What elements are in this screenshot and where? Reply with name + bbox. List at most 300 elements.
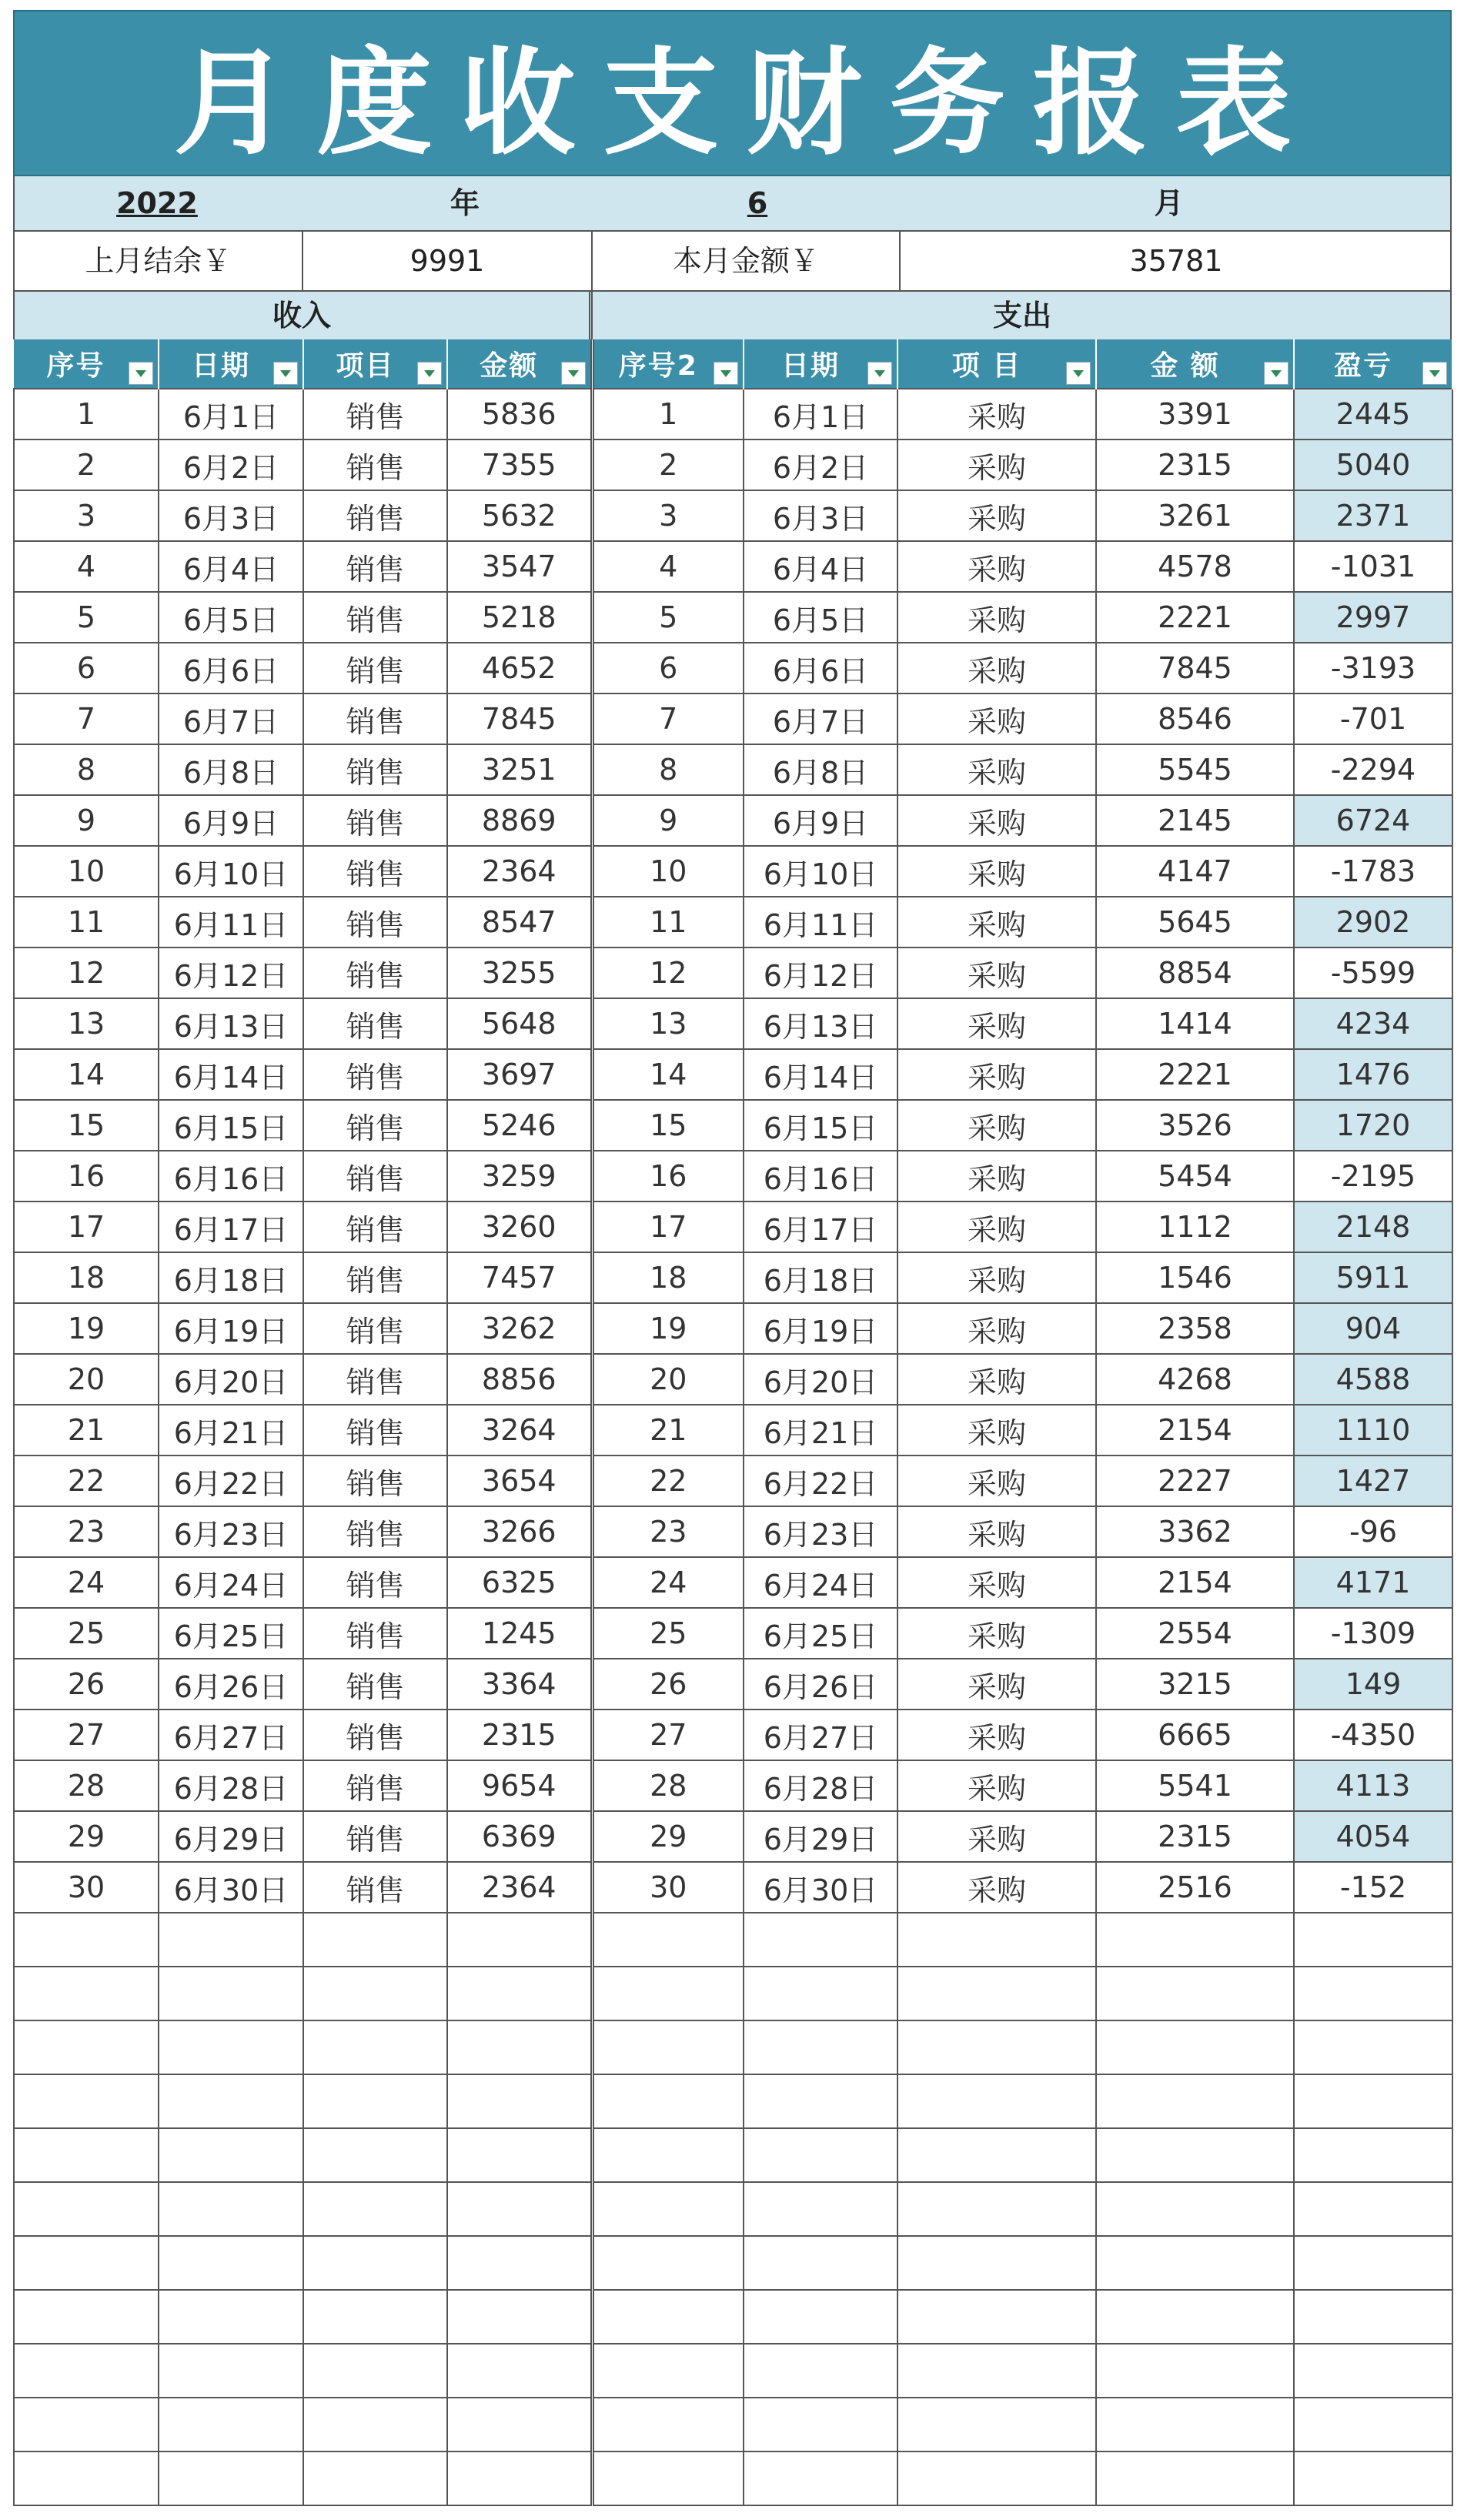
empty-cell[interactable] (1294, 1913, 1452, 1967)
date-cell[interactable]: 6月9日 (159, 795, 303, 846)
exp-date-cell[interactable]: 6月5日 (744, 592, 897, 643)
empty-cell[interactable] (592, 2398, 744, 2451)
exp-item-cell[interactable]: 采购 (897, 592, 1096, 643)
item-cell[interactable]: 销售 (303, 389, 447, 439)
amount-cell[interactable]: 3260 (447, 1202, 592, 1252)
date-cell[interactable]: 6月24日 (159, 1557, 303, 1608)
exp-date-cell[interactable]: 6月24日 (744, 1557, 897, 1608)
empty-cell[interactable] (303, 2398, 447, 2451)
profit-cell[interactable]: -3193 (1294, 643, 1452, 694)
exp-date-cell[interactable]: 6月19日 (744, 1303, 897, 1354)
exp-date-cell[interactable]: 6月21日 (744, 1405, 897, 1456)
item-cell[interactable]: 销售 (303, 795, 447, 846)
exp-item-cell[interactable]: 采购 (897, 1354, 1096, 1405)
seq-cell[interactable]: 6 (14, 643, 159, 694)
empty-cell[interactable] (744, 2451, 897, 2505)
item-cell[interactable]: 销售 (303, 592, 447, 643)
exp-item-cell[interactable]: 采购 (897, 1760, 1096, 1811)
seq2-cell[interactable]: 19 (592, 1303, 744, 1354)
empty-cell[interactable] (897, 2236, 1096, 2290)
seq2-cell[interactable]: 5 (592, 592, 744, 643)
empty-cell[interactable] (744, 2182, 897, 2236)
date-cell[interactable]: 6月8日 (159, 744, 303, 795)
profit-cell[interactable]: 2997 (1294, 592, 1452, 643)
seq2-cell[interactable]: 15 (592, 1100, 744, 1151)
exp-amount-cell[interactable]: 2554 (1096, 1608, 1294, 1659)
amount-cell[interactable]: 3255 (447, 948, 592, 998)
seq-cell[interactable]: 1 (14, 389, 159, 439)
empty-cell[interactable] (1294, 2451, 1452, 2505)
profit-cell[interactable]: 149 (1294, 1659, 1452, 1710)
exp-date-cell[interactable]: 6月13日 (744, 998, 897, 1049)
empty-cell[interactable] (744, 2128, 897, 2182)
exp-date-cell[interactable]: 6月14日 (744, 1049, 897, 1100)
date-cell[interactable]: 6月27日 (159, 1710, 303, 1760)
empty-cell[interactable] (447, 2236, 592, 2290)
empty-cell[interactable] (1096, 2236, 1294, 2290)
empty-cell[interactable] (14, 2074, 159, 2128)
date-cell[interactable]: 6月3日 (159, 490, 303, 541)
item-cell[interactable]: 销售 (303, 694, 447, 744)
exp-amount-cell[interactable]: 5541 (1096, 1760, 1294, 1811)
empty-cell[interactable] (14, 2128, 159, 2182)
seq2-cell[interactable]: 28 (592, 1760, 744, 1811)
filter-dropdown-icon[interactable] (273, 362, 298, 385)
empty-cell[interactable] (1096, 2182, 1294, 2236)
empty-cell[interactable] (303, 2020, 447, 2074)
amount-cell[interactable]: 6369 (447, 1811, 592, 1862)
amount-cell[interactable]: 8547 (447, 897, 592, 948)
item-cell[interactable]: 销售 (303, 1608, 447, 1659)
exp-amount-cell[interactable]: 8854 (1096, 948, 1294, 998)
exp-item-cell[interactable]: 采购 (897, 744, 1096, 795)
exp-item-cell[interactable]: 采购 (897, 1608, 1096, 1659)
seq-cell[interactable]: 11 (14, 897, 159, 948)
empty-cell[interactable] (592, 2020, 744, 2074)
empty-cell[interactable] (303, 2182, 447, 2236)
empty-cell[interactable] (592, 2074, 744, 2128)
exp-date-cell[interactable]: 6月27日 (744, 1710, 897, 1760)
exp-date-cell[interactable]: 6月8日 (744, 744, 897, 795)
item-cell[interactable]: 销售 (303, 1710, 447, 1760)
exp-amount-cell[interactable]: 8546 (1096, 694, 1294, 744)
profit-cell[interactable]: -2195 (1294, 1151, 1452, 1202)
item-cell[interactable]: 销售 (303, 1303, 447, 1354)
exp-item-cell[interactable]: 采购 (897, 897, 1096, 948)
seq-cell[interactable]: 8 (14, 744, 159, 795)
seq-cell[interactable]: 19 (14, 1303, 159, 1354)
exp-item-cell[interactable]: 采购 (897, 1710, 1096, 1760)
exp-amount-cell[interactable]: 4147 (1096, 846, 1294, 897)
empty-cell[interactable] (303, 2236, 447, 2290)
exp-date-cell[interactable]: 6月6日 (744, 643, 897, 694)
item-cell[interactable]: 销售 (303, 1862, 447, 1913)
date-cell[interactable]: 6月25日 (159, 1608, 303, 1659)
date-cell[interactable]: 6月18日 (159, 1252, 303, 1303)
exp-amount-cell[interactable]: 7845 (1096, 643, 1294, 694)
seq2-cell[interactable]: 10 (592, 846, 744, 897)
this-month-amount-value[interactable]: 35781 (1129, 244, 1223, 278)
item-cell[interactable]: 销售 (303, 1405, 447, 1456)
empty-cell[interactable] (14, 2182, 159, 2236)
exp-amount-cell[interactable]: 1112 (1096, 1202, 1294, 1252)
exp-item-cell[interactable]: 采购 (897, 998, 1096, 1049)
date-cell[interactable]: 6月13日 (159, 998, 303, 1049)
exp-amount-cell[interactable]: 4578 (1096, 541, 1294, 592)
amount-cell[interactable]: 3264 (447, 1405, 592, 1456)
amount-cell[interactable]: 2364 (447, 1862, 592, 1913)
exp-date-cell[interactable]: 6月30日 (744, 1862, 897, 1913)
empty-cell[interactable] (744, 2398, 897, 2451)
exp-amount-cell[interactable]: 2315 (1096, 439, 1294, 490)
item-cell[interactable]: 销售 (303, 1659, 447, 1710)
seq-cell[interactable]: 12 (14, 948, 159, 998)
exp-item-cell[interactable]: 采购 (897, 1049, 1096, 1100)
seq2-cell[interactable]: 8 (592, 744, 744, 795)
seq2-cell[interactable]: 9 (592, 795, 744, 846)
seq-cell[interactable]: 17 (14, 1202, 159, 1252)
empty-cell[interactable] (897, 1913, 1096, 1967)
empty-cell[interactable] (1096, 1913, 1294, 1967)
exp-item-cell[interactable]: 采购 (897, 846, 1096, 897)
profit-cell[interactable]: 5911 (1294, 1252, 1452, 1303)
exp-amount-cell[interactable]: 5545 (1096, 744, 1294, 795)
seq2-cell[interactable]: 21 (592, 1405, 744, 1456)
exp-date-cell[interactable]: 6月12日 (744, 948, 897, 998)
exp-item-cell[interactable]: 采购 (897, 1557, 1096, 1608)
amount-cell[interactable]: 3364 (447, 1659, 592, 1710)
profit-cell[interactable]: -2294 (1294, 744, 1452, 795)
amount-cell[interactable]: 3251 (447, 744, 592, 795)
empty-cell[interactable] (159, 1913, 303, 1967)
profit-cell[interactable]: 1720 (1294, 1100, 1452, 1151)
empty-cell[interactable] (447, 2451, 592, 2505)
date-cell[interactable]: 6月17日 (159, 1202, 303, 1252)
exp-date-cell[interactable]: 6月17日 (744, 1202, 897, 1252)
item-cell[interactable]: 销售 (303, 998, 447, 1049)
item-cell[interactable]: 销售 (303, 897, 447, 948)
amount-cell[interactable]: 3547 (447, 541, 592, 592)
seq-cell[interactable]: 4 (14, 541, 159, 592)
amount-cell[interactable]: 7845 (447, 694, 592, 744)
exp-date-cell[interactable]: 6月4日 (744, 541, 897, 592)
empty-cell[interactable] (744, 1967, 897, 2020)
date-cell[interactable]: 6月26日 (159, 1659, 303, 1710)
profit-cell[interactable]: -1783 (1294, 846, 1452, 897)
empty-cell[interactable] (1096, 2020, 1294, 2074)
exp-date-cell[interactable]: 6月25日 (744, 1608, 897, 1659)
seq-cell[interactable]: 20 (14, 1354, 159, 1405)
empty-cell[interactable] (303, 1967, 447, 2020)
filter-dropdown-icon[interactable] (129, 362, 153, 385)
seq2-cell[interactable]: 7 (592, 694, 744, 744)
seq2-cell[interactable]: 3 (592, 490, 744, 541)
item-cell[interactable]: 销售 (303, 1100, 447, 1151)
profit-cell[interactable]: 4171 (1294, 1557, 1452, 1608)
empty-cell[interactable] (1096, 2290, 1294, 2344)
profit-cell[interactable]: 1476 (1294, 1049, 1452, 1100)
exp-item-cell[interactable]: 采购 (897, 1151, 1096, 1202)
item-cell[interactable]: 销售 (303, 1354, 447, 1405)
filter-dropdown-icon[interactable] (417, 362, 442, 385)
filter-dropdown-icon[interactable] (1066, 362, 1091, 385)
empty-cell[interactable] (744, 2074, 897, 2128)
exp-date-cell[interactable]: 6月22日 (744, 1456, 897, 1506)
exp-amount-cell[interactable]: 1414 (1096, 998, 1294, 1049)
seq-cell[interactable]: 29 (14, 1811, 159, 1862)
empty-cell[interactable] (447, 2398, 592, 2451)
seq2-cell[interactable]: 30 (592, 1862, 744, 1913)
empty-cell[interactable] (159, 2236, 303, 2290)
profit-cell[interactable]: 4234 (1294, 998, 1452, 1049)
empty-cell[interactable] (303, 2290, 447, 2344)
seq2-cell[interactable]: 26 (592, 1659, 744, 1710)
seq-cell[interactable]: 24 (14, 1557, 159, 1608)
exp-amount-cell[interactable]: 1546 (1096, 1252, 1294, 1303)
empty-cell[interactable] (1096, 2128, 1294, 2182)
date-cell[interactable]: 6月4日 (159, 541, 303, 592)
amount-cell[interactable]: 1245 (447, 1608, 592, 1659)
amount-cell[interactable]: 6325 (447, 1557, 592, 1608)
empty-cell[interactable] (1294, 2182, 1452, 2236)
date-cell[interactable]: 6月10日 (159, 846, 303, 897)
date-cell[interactable]: 6月29日 (159, 1811, 303, 1862)
item-cell[interactable]: 销售 (303, 541, 447, 592)
profit-cell[interactable]: -1031 (1294, 541, 1452, 592)
empty-cell[interactable] (592, 2182, 744, 2236)
filter-dropdown-icon[interactable] (867, 362, 892, 385)
exp-item-cell[interactable]: 采购 (897, 1252, 1096, 1303)
empty-cell[interactable] (744, 2236, 897, 2290)
empty-cell[interactable] (1294, 2398, 1452, 2451)
profit-cell[interactable]: 4113 (1294, 1760, 1452, 1811)
profit-cell[interactable]: -1309 (1294, 1608, 1452, 1659)
exp-date-cell[interactable]: 6月15日 (744, 1100, 897, 1151)
profit-cell[interactable]: 4054 (1294, 1811, 1452, 1862)
empty-cell[interactable] (303, 2451, 447, 2505)
filter-dropdown-icon[interactable] (714, 362, 738, 385)
exp-item-cell[interactable]: 采购 (897, 694, 1096, 744)
empty-cell[interactable] (744, 1913, 897, 1967)
seq2-cell[interactable]: 2 (592, 439, 744, 490)
seq-cell[interactable]: 30 (14, 1862, 159, 1913)
date-cell[interactable]: 6月11日 (159, 897, 303, 948)
seq2-cell[interactable]: 27 (592, 1710, 744, 1760)
exp-date-cell[interactable]: 6月7日 (744, 694, 897, 744)
empty-cell[interactable] (897, 2182, 1096, 2236)
empty-cell[interactable] (14, 2236, 159, 2290)
filter-dropdown-icon[interactable] (1422, 362, 1447, 385)
exp-amount-cell[interactable]: 2315 (1096, 1811, 1294, 1862)
empty-cell[interactable] (1096, 2344, 1294, 2398)
filter-dropdown-icon[interactable] (561, 362, 586, 385)
empty-cell[interactable] (897, 2344, 1096, 2398)
exp-date-cell[interactable]: 6月20日 (744, 1354, 897, 1405)
exp-amount-cell[interactable]: 2154 (1096, 1405, 1294, 1456)
exp-amount-cell[interactable]: 2221 (1096, 1049, 1294, 1100)
empty-cell[interactable] (447, 2344, 592, 2398)
empty-cell[interactable] (1294, 1967, 1452, 2020)
item-cell[interactable]: 销售 (303, 1811, 447, 1862)
empty-cell[interactable] (1096, 2451, 1294, 2505)
exp-amount-cell[interactable]: 3215 (1096, 1659, 1294, 1710)
amount-cell[interactable]: 4652 (447, 643, 592, 694)
date-cell[interactable]: 6月1日 (159, 389, 303, 439)
last-month-balance-value[interactable]: 9991 (303, 232, 593, 290)
item-cell[interactable]: 销售 (303, 948, 447, 998)
exp-date-cell[interactable]: 6月3日 (744, 490, 897, 541)
exp-date-cell[interactable]: 6月11日 (744, 897, 897, 948)
profit-cell[interactable]: 2371 (1294, 490, 1452, 541)
empty-cell[interactable] (447, 1913, 592, 1967)
amount-cell[interactable]: 3654 (447, 1456, 592, 1506)
exp-item-cell[interactable]: 采购 (897, 439, 1096, 490)
item-cell[interactable]: 销售 (303, 1202, 447, 1252)
profit-cell[interactable]: 5040 (1294, 439, 1452, 490)
exp-item-cell[interactable]: 采购 (897, 1811, 1096, 1862)
date-cell[interactable]: 6月14日 (159, 1049, 303, 1100)
month-value[interactable]: 6 (747, 186, 768, 220)
empty-cell[interactable] (447, 2128, 592, 2182)
seq-cell[interactable]: 5 (14, 592, 159, 643)
seq-cell[interactable]: 27 (14, 1710, 159, 1760)
exp-date-cell[interactable]: 6月16日 (744, 1151, 897, 1202)
seq-cell[interactable]: 3 (14, 490, 159, 541)
exp-amount-cell[interactable]: 2358 (1096, 1303, 1294, 1354)
exp-item-cell[interactable]: 采购 (897, 948, 1096, 998)
exp-amount-cell[interactable]: 4268 (1096, 1354, 1294, 1405)
empty-cell[interactable] (1294, 2236, 1452, 2290)
date-cell[interactable]: 6月22日 (159, 1456, 303, 1506)
empty-cell[interactable] (303, 2344, 447, 2398)
exp-amount-cell[interactable]: 3526 (1096, 1100, 1294, 1151)
empty-cell[interactable] (1096, 1967, 1294, 2020)
empty-cell[interactable] (897, 1967, 1096, 2020)
amount-cell[interactable]: 7355 (447, 439, 592, 490)
seq2-cell[interactable]: 18 (592, 1252, 744, 1303)
date-cell[interactable]: 6月7日 (159, 694, 303, 744)
empty-cell[interactable] (897, 2398, 1096, 2451)
filter-dropdown-icon[interactable] (1264, 362, 1289, 385)
amount-cell[interactable]: 5648 (447, 998, 592, 1049)
exp-amount-cell[interactable]: 2227 (1096, 1456, 1294, 1506)
item-cell[interactable]: 销售 (303, 1252, 447, 1303)
exp-item-cell[interactable]: 采购 (897, 1202, 1096, 1252)
exp-date-cell[interactable]: 6月10日 (744, 846, 897, 897)
profit-cell[interactable]: -152 (1294, 1862, 1452, 1913)
seq-cell[interactable]: 28 (14, 1760, 159, 1811)
seq2-cell[interactable]: 14 (592, 1049, 744, 1100)
exp-amount-cell[interactable]: 2154 (1096, 1557, 1294, 1608)
exp-item-cell[interactable]: 采购 (897, 1456, 1096, 1506)
empty-cell[interactable] (447, 2020, 592, 2074)
seq2-cell[interactable]: 4 (592, 541, 744, 592)
item-cell[interactable]: 销售 (303, 1456, 447, 1506)
amount-cell[interactable]: 7457 (447, 1252, 592, 1303)
seq-cell[interactable]: 13 (14, 998, 159, 1049)
seq-cell[interactable]: 26 (14, 1659, 159, 1710)
date-cell[interactable]: 6月19日 (159, 1303, 303, 1354)
seq-cell[interactable]: 16 (14, 1151, 159, 1202)
empty-cell[interactable] (447, 1967, 592, 2020)
empty-cell[interactable] (744, 2290, 897, 2344)
exp-date-cell[interactable]: 6月2日 (744, 439, 897, 490)
profit-cell[interactable]: 4588 (1294, 1354, 1452, 1405)
empty-cell[interactable] (592, 2344, 744, 2398)
seq-cell[interactable]: 7 (14, 694, 159, 744)
empty-cell[interactable] (14, 2451, 159, 2505)
amount-cell[interactable]: 5218 (447, 592, 592, 643)
empty-cell[interactable] (303, 1913, 447, 1967)
exp-item-cell[interactable]: 采购 (897, 1303, 1096, 1354)
empty-cell[interactable] (1294, 2020, 1452, 2074)
empty-cell[interactable] (592, 2290, 744, 2344)
profit-cell[interactable]: -4350 (1294, 1710, 1452, 1760)
empty-cell[interactable] (1294, 2074, 1452, 2128)
empty-cell[interactable] (1294, 2344, 1452, 2398)
seq2-cell[interactable]: 24 (592, 1557, 744, 1608)
exp-item-cell[interactable]: 采购 (897, 541, 1096, 592)
item-cell[interactable]: 销售 (303, 1760, 447, 1811)
empty-cell[interactable] (14, 1913, 159, 1967)
seq-cell[interactable]: 22 (14, 1456, 159, 1506)
item-cell[interactable]: 销售 (303, 744, 447, 795)
item-cell[interactable]: 销售 (303, 643, 447, 694)
seq-cell[interactable]: 23 (14, 1506, 159, 1557)
seq2-cell[interactable]: 23 (592, 1506, 744, 1557)
profit-cell[interactable]: 1110 (1294, 1405, 1452, 1456)
seq-cell[interactable]: 14 (14, 1049, 159, 1100)
date-cell[interactable]: 6月23日 (159, 1506, 303, 1557)
profit-cell[interactable]: -701 (1294, 694, 1452, 744)
seq2-cell[interactable]: 22 (592, 1456, 744, 1506)
exp-date-cell[interactable]: 6月23日 (744, 1506, 897, 1557)
profit-cell[interactable]: -96 (1294, 1506, 1452, 1557)
seq2-cell[interactable]: 16 (592, 1151, 744, 1202)
date-cell[interactable]: 6月30日 (159, 1862, 303, 1913)
empty-cell[interactable] (1096, 2398, 1294, 2451)
empty-cell[interactable] (592, 2128, 744, 2182)
empty-cell[interactable] (159, 2451, 303, 2505)
empty-cell[interactable] (159, 2128, 303, 2182)
profit-cell[interactable]: 2148 (1294, 1202, 1452, 1252)
empty-cell[interactable] (1096, 2074, 1294, 2128)
item-cell[interactable]: 销售 (303, 490, 447, 541)
profit-cell[interactable]: 1427 (1294, 1456, 1452, 1506)
empty-cell[interactable] (897, 2290, 1096, 2344)
empty-cell[interactable] (303, 2074, 447, 2128)
amount-cell[interactable]: 5632 (447, 490, 592, 541)
exp-amount-cell[interactable]: 2145 (1096, 795, 1294, 846)
amount-cell[interactable]: 5246 (447, 1100, 592, 1151)
date-cell[interactable]: 6月28日 (159, 1760, 303, 1811)
amount-cell[interactable]: 5836 (447, 389, 592, 439)
seq-cell[interactable]: 15 (14, 1100, 159, 1151)
empty-cell[interactable] (744, 2020, 897, 2074)
empty-cell[interactable] (744, 2344, 897, 2398)
exp-amount-cell[interactable]: 2516 (1096, 1862, 1294, 1913)
seq2-cell[interactable]: 12 (592, 948, 744, 998)
empty-cell[interactable] (897, 2128, 1096, 2182)
empty-cell[interactable] (159, 2182, 303, 2236)
profit-cell[interactable]: -5599 (1294, 948, 1452, 998)
profit-cell[interactable]: 904 (1294, 1303, 1452, 1354)
exp-amount-cell[interactable]: 3391 (1096, 389, 1294, 439)
empty-cell[interactable] (1294, 2290, 1452, 2344)
empty-cell[interactable] (592, 2236, 744, 2290)
empty-cell[interactable] (159, 2020, 303, 2074)
empty-cell[interactable] (14, 2398, 159, 2451)
